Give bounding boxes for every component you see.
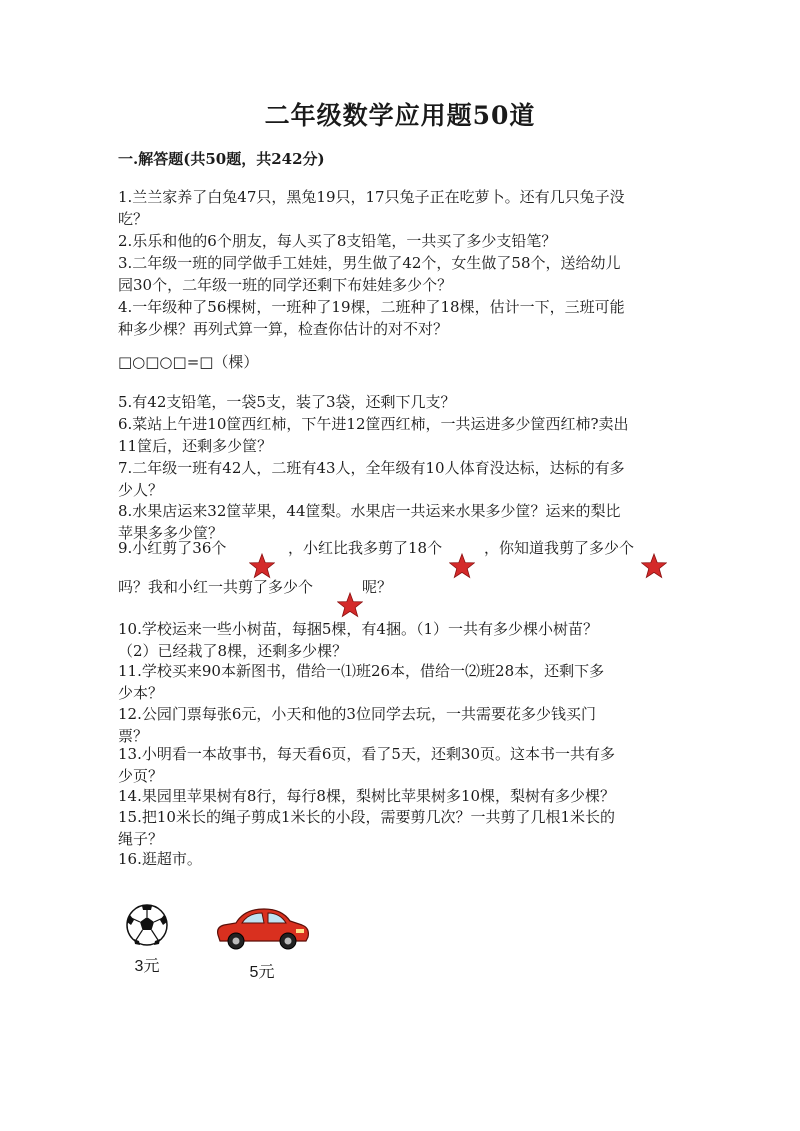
question-14: 14.果园里苹果树有8行，每行8棵，梨树比苹果树多10棵，梨树有多少棵？	[118, 787, 616, 805]
question-11-line-1: 11.学校买来90本新图书，借给一⑴班26本，借给一⑵班28本，还剩下多	[118, 662, 605, 680]
star-icon	[641, 553, 667, 579]
question-6-line-2: 11筐后，还剩多少筐？	[118, 437, 273, 455]
question-9-part-a: 9.小红剪了36个	[118, 539, 227, 557]
soccer-ball-icon	[125, 903, 169, 947]
question-7-line-1: 7.二年级一班有42人，二班有43人，全年级有10人体育没达标，达标的有多	[118, 459, 625, 477]
question-9-part-c: ，你知道我剪了多少个	[484, 539, 635, 557]
question-15-line-1: 15.把10米长的绳子剪成1米长的小段，需要剪几次？一共剪了几根1米长的	[118, 808, 616, 826]
question-5: 5.有42支铅笔，一袋5支，装了3袋，还剩下几支？	[118, 393, 456, 411]
question-6	[118, 413, 688, 457]
question-13-line-2: 少页？	[118, 767, 164, 785]
question-13-line-1: 13.小明看一本故事书，每天看6页，看了5天，还剩30页。这本书一共有多	[118, 745, 616, 763]
question-8-line-1: 8.水果店运来32筐苹果，44筐梨。水果店一共运来水果多少筐？运来的梨比	[118, 502, 621, 520]
question-1-line-2: 吃？	[118, 210, 149, 228]
question-4-line-2: 种多少棵？再列式算一算，检查你估计的对不对？	[118, 320, 449, 338]
toy-car-price: 5元	[249, 964, 275, 981]
question-10-line-2: （2）已经栽了8棵，还剩多少棵？	[118, 642, 348, 660]
question-15-line-2: 绳子？	[118, 830, 164, 848]
toy-car-icon	[212, 903, 312, 951]
star-icon	[337, 592, 363, 618]
question-15	[118, 806, 688, 850]
page-title: 二年级数学应用题50道	[264, 101, 536, 130]
question-10-line-1: 10.学校运来一些小树苗，每捆5棵，有4捆。（1）一共有多少棵小树苗？	[118, 620, 598, 638]
question-12-line-1: 12.公园门票每张6元，小天和他的3位同学去玩，一共需要花多少钱买门	[118, 705, 596, 723]
question-1	[118, 186, 688, 230]
shop-item-toy-car	[210, 903, 314, 982]
shop-item-soccer-ball	[122, 903, 172, 976]
question-9-part-e: 呢？	[362, 578, 393, 596]
question-7-line-2: 少人？	[118, 481, 164, 499]
star-icon	[249, 553, 275, 579]
question-3-line-1: 3.二年级一班的同学做手工娃娃，男生做了42个，女生做了58个，送给幼儿	[118, 254, 621, 272]
question-7	[118, 457, 688, 501]
question-4	[118, 296, 688, 340]
question-3	[118, 252, 688, 296]
soccer-ball-price: 3元	[134, 958, 160, 975]
question-8-line-2: 苹果多多少筐？	[118, 524, 224, 542]
question-6-line-1: 6.菜站上午进10筐西红柿，下午进12筐西红柿，一共运进多少筐西红柿?卖出	[118, 415, 629, 433]
question-12-line-2: 票？	[118, 727, 149, 745]
section-heading: 一.解答题(共50题，共242分)	[118, 150, 325, 168]
question-3-line-2: 园30个，二年级一班的同学还剩下布娃娃多少个？	[118, 276, 453, 294]
star-icon	[449, 553, 475, 579]
question-1-line-1: 1.兰兰家养了白兔47只，黑兔19只，17只兔子正在吃萝卜。还有几只兔子没	[118, 188, 625, 206]
question-11-line-2: 少本？	[118, 684, 164, 702]
question-9-part-d: 吗？我和小红一共剪了多少个	[118, 578, 314, 596]
question-4-formula: □○□○□=□（棵）	[118, 353, 259, 371]
question-13	[118, 743, 688, 787]
question-9-part-b: ，小红比我多剪了18个	[288, 539, 443, 557]
question-10	[118, 618, 688, 662]
question-16: 16.逛超市。	[118, 850, 202, 868]
question-4-line-1: 4.一年级种了56棵树，一班种了19棵，二班种了18棵，估计一下，三班可能	[118, 298, 625, 316]
question-12	[118, 703, 688, 747]
question-11	[118, 660, 688, 704]
question-2: 2.乐乐和他的6个朋友，每人买了8支铅笔，一共买了多少支铅笔？	[118, 232, 557, 250]
